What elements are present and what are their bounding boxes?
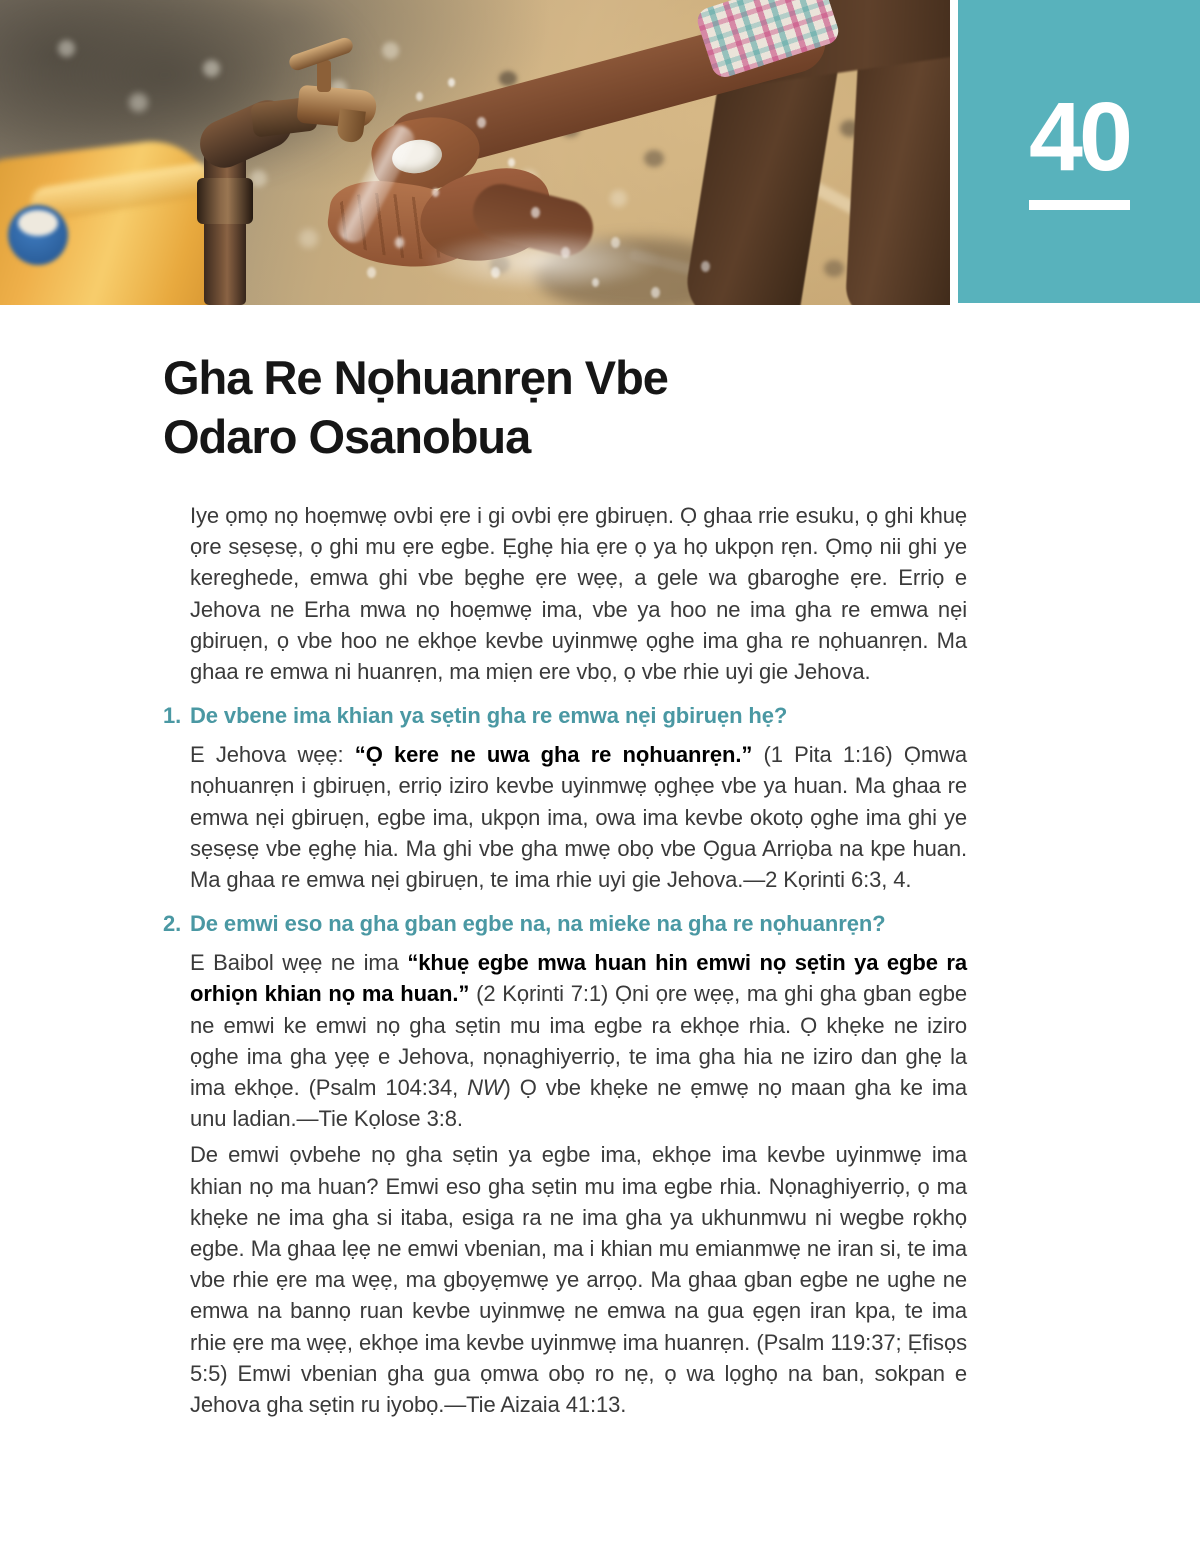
lesson-number: 40: [1029, 82, 1129, 191]
intro-paragraph: Iye ọmọ nọ hoẹmwẹ ovbi ẹre i gi ovbi ẹre gbiruẹn. Ọ ghaa rrie esuku, ọ ghi khuẹ ọre sẹsẹsẹ, ọ ghi mu ẹre egbe. Ẹghẹ hia ẹre ọ ya họ ukpọn rẹn. Ọmọ nii ghi ye kereghede, emwa ghi vbe bẹghe ẹre wẹẹ, a gele wa gbaroghe ẹre. Erriọ e Jehova ne Erha mwa nọ hoẹmwẹ ima, vbe ya hoo ne ima gha re emwa nẹi gbiruẹn, ọ vbe hoo ne ekhọe kevbe uyinmwẹ ọghe ima gha re nọhuanrẹn. Ma ghaa re emwa ni huanrẹn, ma miẹn ere vbọ, ọ vbe rhie uyi gie Jehova.: [190, 503, 967, 685]
water-tap: [296, 85, 377, 130]
question-1-text: De vbene ima khian ya sẹtin gha re emwa nẹi gbiruẹn hẹ?: [190, 703, 788, 729]
title-line-2: Odaro Osanobua: [163, 410, 531, 463]
lesson-number-underline: [1029, 200, 1130, 210]
header-photo: [0, 0, 950, 305]
body-text-column: [163, 500, 967, 1425]
question-1: [163, 700, 967, 731]
paragraph-3: De emwi ọvbehe nọ gha sẹtin ya egbe ima, ekhọe ima kevbe uyinmwẹ ima khian nọ ma huan? Emwi eso gha sẹtin mu ima egbe rhia. Nọnaghiyerriọ, ọ ma khẹke ne ima gha si itaba, esiga ra ne ima gha ya ukhunmwu ni wegbe rọkhọ egbe. Ma ghaa lẹẹ ne emwi vbenian, ma i khian mu emianmwẹ ne iran si, te ima vbe rhie ẹre ma wẹẹ, ma gbọyẹmwẹ ye arrọọ. Ma ghaa gban egbe ne ughe ne emwa na bannọ ruan kevbe uyinmwẹ ne emwa na gua ẹgẹn iran kpa, te ima rhie ẹre ma wẹẹ, ekhọe ima kevbe uyinmwẹ ima huanrẹn. (Psalm 119:37; Ẹfisọs 5:5) Emwi vbenian gha gua ọmwa obọ ro nẹ, ọ wa lọghọ na ban, sokpan e Jehova gha sẹtin ru iyobọ.—Tie Aizaia 41:13.: [190, 1142, 967, 1418]
water-droplets: [0, 0, 7, 9]
tap-spout: [336, 109, 366, 144]
tap-handle-stem: [317, 60, 331, 92]
title-line-1: Gha Re Nọhuanrẹn Vbe: [163, 351, 668, 404]
pipe-coupling: [197, 178, 253, 224]
question-2-text: De emwi eso na gha gban egbe na, na mieke na gha re nọhuanrẹn?: [190, 911, 886, 937]
paragraph-1: E Jehova wẹẹ: “Ọ kere ne uwa gha re nọhuanrẹn.” (1 Pita 1:16) Ọmwa nọhuanrẹn i gbiruẹn, erriọ iziro kevbe uyinmwẹ ọghẹe vbe ya huan. Ma ghaa re emwa nẹi gbiruẹn, egbe ima, ukpọn ima, owa ima kevbe okotọ ọghe ima ghi ye sẹsẹsẹ vbe ẹghẹ hia. Ma ghi vbe gha mwẹ obọ vbe Ọgua Arriọba na kpe huan. Ma ghaa re emwa nẹi gbiruẹn, te ima rhie uyi gie Jehova.—2 Kọrinti 6:3, 4.: [190, 742, 967, 893]
page-title: [163, 348, 668, 466]
paragraph-2: E Baibol wẹẹ ne ima “khuẹ egbe mwa huan hin emwi nọ sẹtin ya egbe ra orhiọn khian nọ ma huan.” (2 Kọrinti 7:1) Ọni ọre wẹẹ, ma ghi gha gban egbe ne emwi ke emwi nọ gha sẹtin mu ima egbe ra ekhọe rhia. Ọ khẹke ne iziro ọghe ima gha yẹẹ e Jehova, nọnaghiyerriọ, te ima gha hia ne iziro dan ghẹ la ima ekhọe. (Psalm 104:34, NW) Ọ vbe khẹke ne ẹmwẹ nọ maan gha ke ima unu ladian.—Tie Kọlose 3:8.: [190, 950, 967, 1132]
question-2: [163, 908, 967, 939]
jerrycan-cap-top: [18, 210, 58, 236]
lesson-number-box: [958, 0, 1200, 303]
question-2-number: 2.: [163, 911, 182, 937]
question-1-number: 1.: [163, 703, 182, 729]
water-splash: [422, 230, 662, 292]
